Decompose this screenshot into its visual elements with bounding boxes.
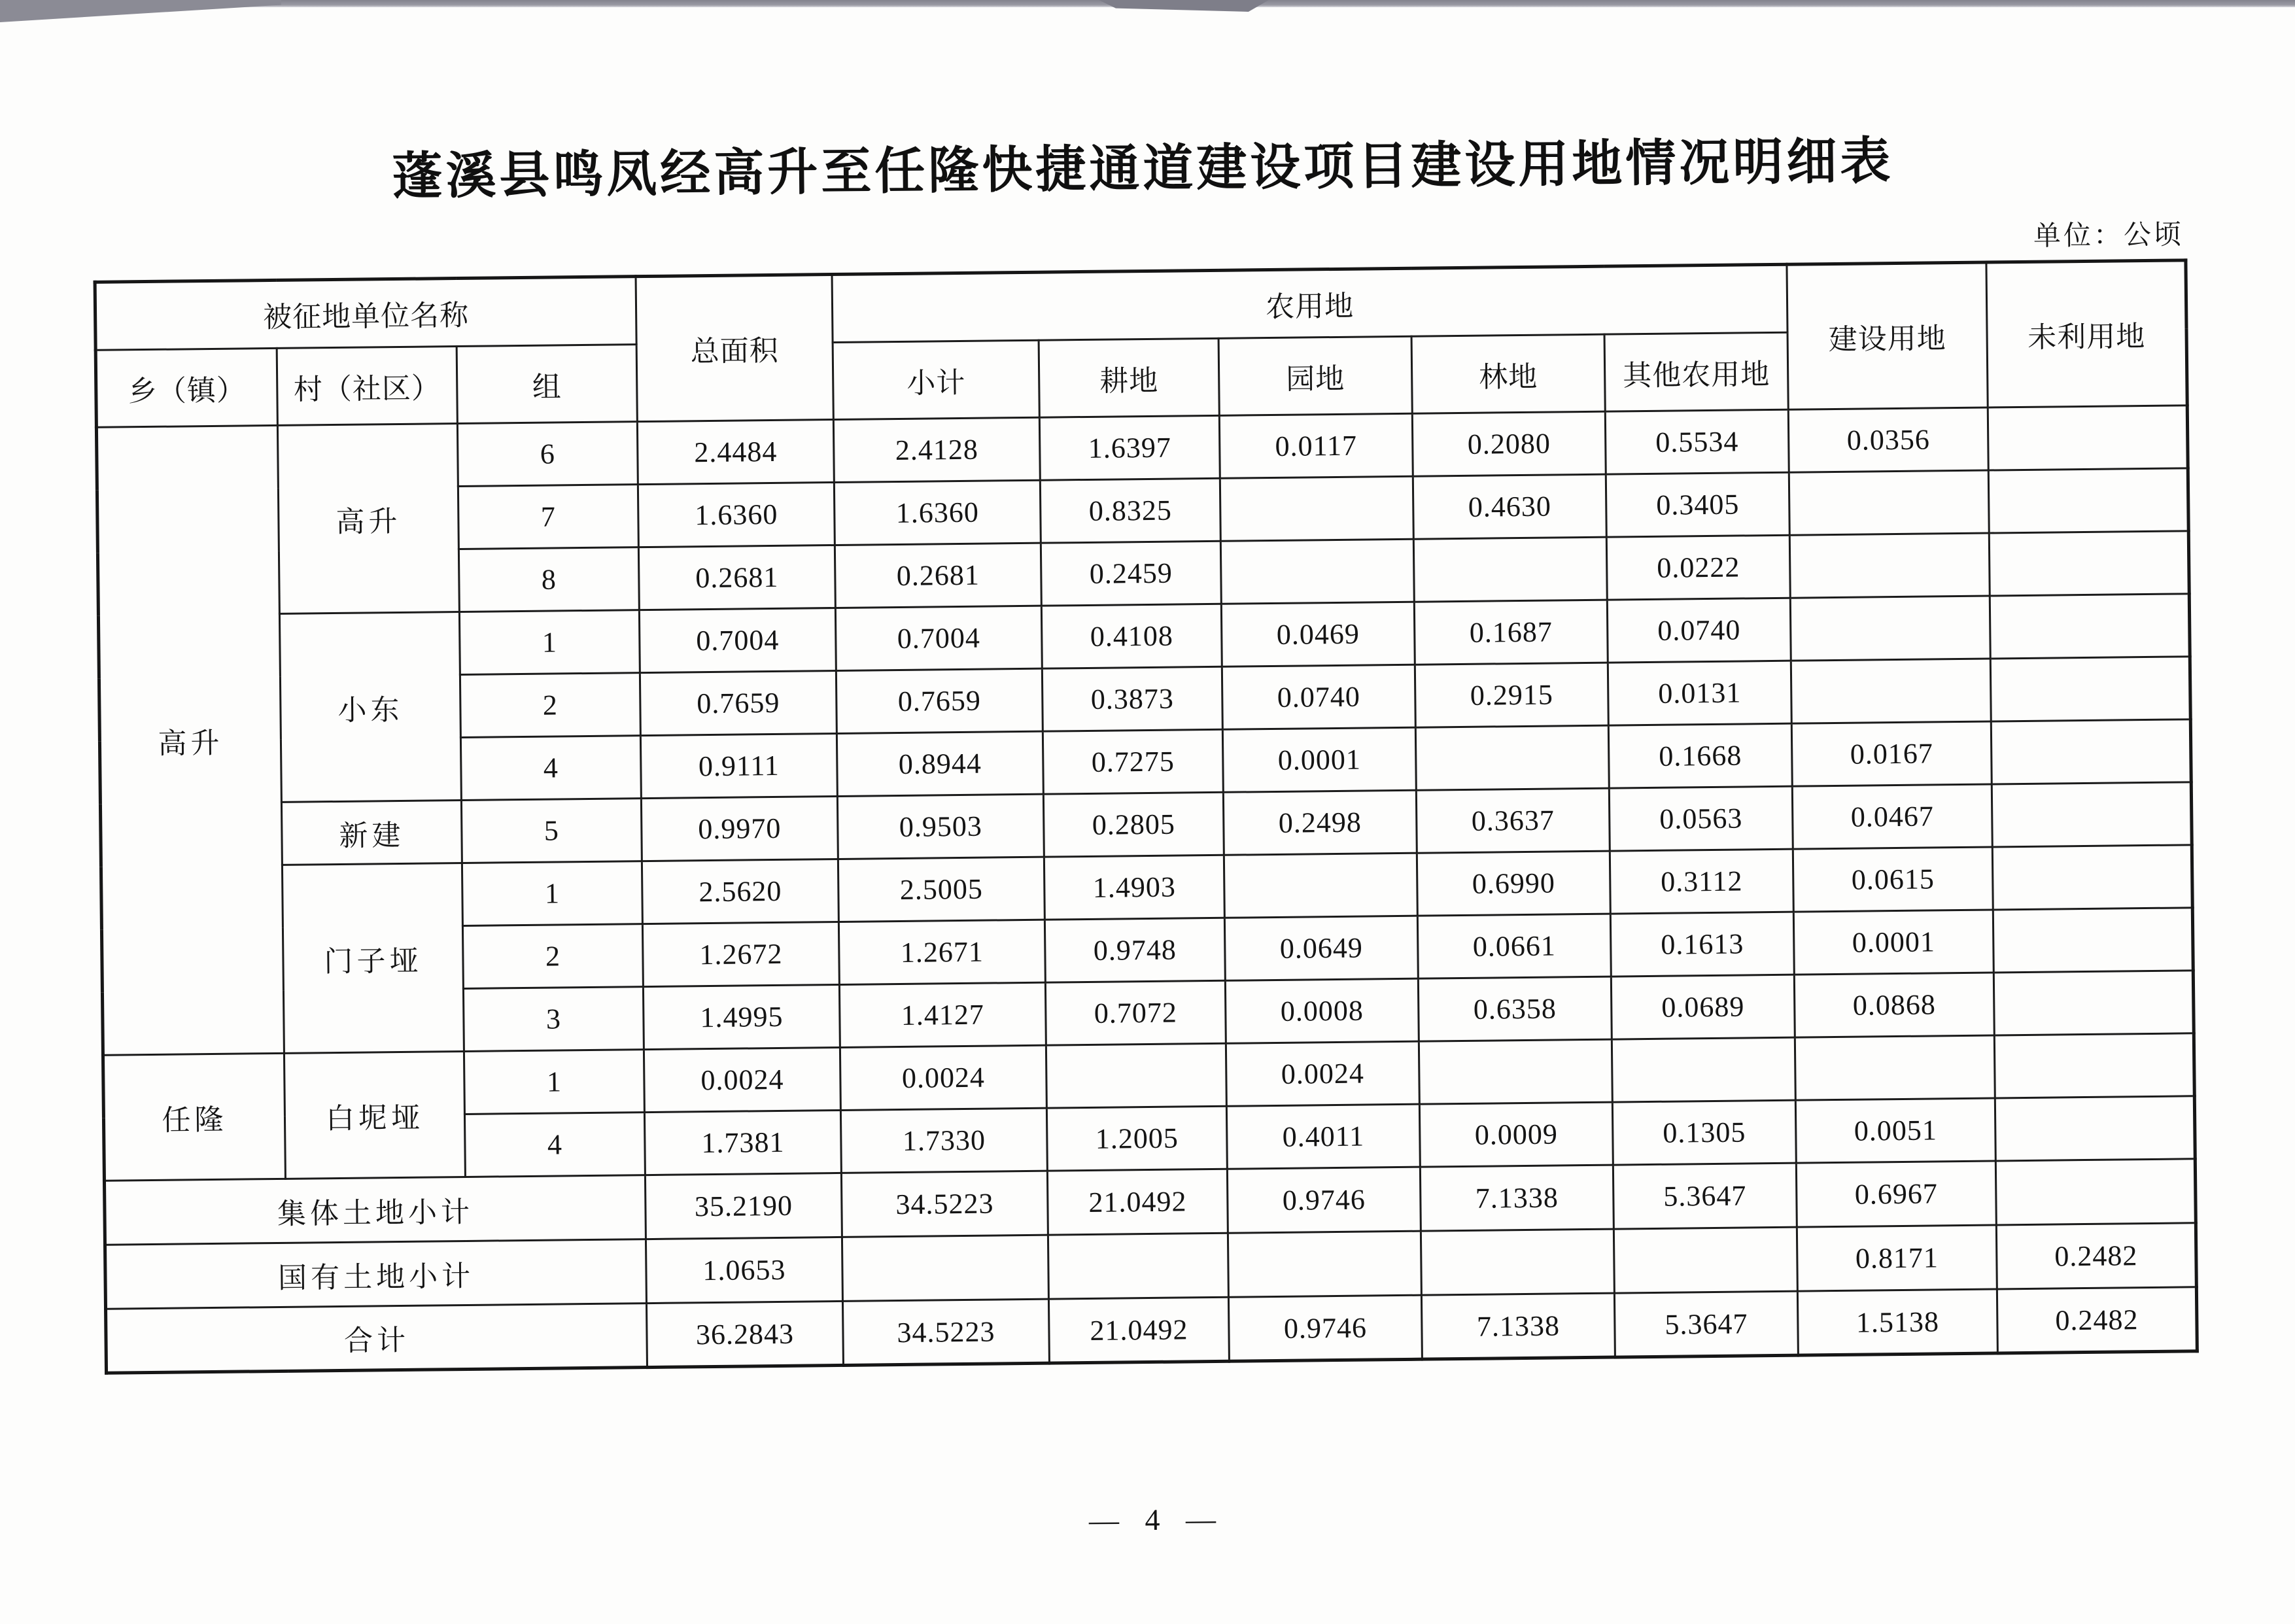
- value-cell: 0.8944: [837, 731, 1043, 796]
- value-cell: 0.9970: [641, 796, 838, 861]
- township-cell: 高升: [96, 425, 284, 1055]
- value-cell: 0.0222: [1606, 535, 1790, 600]
- value-cell: 0.7072: [1045, 980, 1226, 1045]
- value-cell: [1048, 1233, 1228, 1299]
- header-construction-land: 建设用地: [1787, 262, 1988, 409]
- value-cell: 0.3405: [1606, 472, 1789, 537]
- value-cell: 0.2482: [1996, 1223, 2196, 1289]
- value-cell: 0.1305: [1612, 1100, 1796, 1165]
- value-cell: 0.9748: [1044, 918, 1225, 982]
- header-forest-land: 林地: [1411, 334, 1605, 413]
- header-total-area: 总面积: [636, 275, 833, 422]
- value-cell: 2.5620: [642, 859, 838, 924]
- group-cell: 1: [459, 610, 640, 675]
- value-cell: 2.4484: [637, 420, 834, 485]
- value-cell: 0.2482: [1997, 1287, 2197, 1353]
- value-cell: 0.0024: [644, 1047, 840, 1112]
- value-cell: [1790, 596, 1990, 661]
- value-cell: 1.4903: [1044, 855, 1224, 920]
- village-cell: 新建: [281, 801, 462, 865]
- unit-label: 单位：公顷: [2033, 220, 2184, 252]
- value-cell: 0.0356: [1788, 407, 1988, 472]
- value-cell: 0.8325: [1040, 478, 1220, 543]
- value-cell: 7.1338: [1420, 1165, 1613, 1231]
- value-cell: 0.2080: [1412, 411, 1606, 476]
- value-cell: 0.9746: [1227, 1167, 1421, 1233]
- table-header: [95, 260, 2187, 427]
- value-cell: 0.0563: [1609, 786, 1793, 851]
- group-cell: 4: [464, 1113, 645, 1177]
- value-cell: 36.2843: [646, 1301, 843, 1367]
- value-cell: 0.9746: [1228, 1295, 1422, 1361]
- value-cell: 0.7275: [1043, 729, 1223, 794]
- value-cell: 0.2498: [1223, 790, 1417, 855]
- value-cell: 0.0167: [1791, 721, 1992, 786]
- value-cell: [1613, 1227, 1797, 1293]
- value-cell: 1.7330: [840, 1108, 1047, 1173]
- value-cell: 0.9503: [837, 794, 1044, 859]
- value-cell: 0.1613: [1610, 912, 1794, 976]
- document-title: 蓬溪县鸣凤经高升至任隆快捷通道建设项目建设用地情况明细表: [391, 133, 1894, 205]
- value-cell: 2.4128: [833, 417, 1040, 482]
- value-cell: 0.5534: [1605, 409, 1789, 474]
- village-cell: 白坭垭: [284, 1051, 465, 1179]
- value-cell: 0.0008: [1225, 978, 1419, 1043]
- value-cell: 0.2805: [1043, 792, 1224, 857]
- value-cell: 0.4630: [1413, 474, 1606, 539]
- value-cell: [1995, 1096, 2195, 1161]
- header-cultivated-land: 耕地: [1039, 338, 1219, 417]
- value-cell: [1991, 719, 2191, 784]
- group-cell: 8: [458, 547, 639, 612]
- header-group: 组: [457, 345, 637, 424]
- value-cell: 0.4011: [1226, 1104, 1420, 1169]
- value-cell: 1.2005: [1046, 1106, 1227, 1171]
- value-cell: 5.3647: [1613, 1163, 1797, 1229]
- group-cell: 1: [464, 1050, 644, 1114]
- value-cell: 1.4127: [839, 982, 1046, 1047]
- land-use-detail-table: [94, 258, 2199, 1374]
- value-cell: 2.5005: [838, 857, 1044, 922]
- value-cell: [1413, 537, 1607, 602]
- value-cell: [1789, 470, 1989, 535]
- value-cell: 0.0024: [840, 1045, 1046, 1110]
- value-cell: [842, 1235, 1048, 1301]
- value-cell: [1224, 853, 1417, 918]
- value-cell: [1421, 1229, 1614, 1295]
- group-cell: 6: [457, 422, 638, 487]
- header-expropriated-unit: 被征地单位名称: [95, 277, 636, 351]
- value-cell: 0.6967: [1796, 1161, 1996, 1227]
- value-cell: [1795, 1035, 1995, 1100]
- value-cell: 21.0492: [1048, 1297, 1229, 1363]
- value-cell: [1415, 725, 1609, 790]
- village-cell: 高升: [277, 424, 459, 614]
- value-cell: 21.0492: [1047, 1169, 1228, 1235]
- value-cell: 0.0001: [1222, 727, 1416, 792]
- value-cell: 7.1338: [1421, 1293, 1615, 1359]
- value-cell: 0.7004: [639, 608, 836, 672]
- header-garden-land: 园地: [1218, 336, 1412, 415]
- group-cell: 3: [463, 987, 644, 1052]
- header-subtotal: 小计: [833, 340, 1039, 419]
- value-cell: 0.3112: [1610, 849, 1793, 914]
- township-cell: 任隆: [103, 1053, 285, 1181]
- value-cell: 0.0117: [1219, 413, 1413, 478]
- value-cell: 0.2681: [835, 543, 1041, 608]
- value-cell: [1990, 657, 2190, 721]
- value-cell: [1992, 782, 2192, 847]
- value-cell: 0.0131: [1608, 661, 1791, 725]
- value-cell: 0.3637: [1416, 788, 1610, 853]
- value-cell: 1.0653: [646, 1237, 842, 1303]
- value-cell: 0.3873: [1042, 666, 1222, 731]
- value-cell: 1.6397: [1039, 415, 1220, 480]
- summary-label-cell: 国有土地小计: [105, 1239, 646, 1309]
- value-cell: 0.6990: [1417, 851, 1610, 916]
- value-cell: 0.4108: [1041, 604, 1222, 668]
- value-cell: [1228, 1231, 1421, 1297]
- page-number: — 4 —: [1088, 1502, 1226, 1538]
- value-cell: 0.0740: [1607, 598, 1791, 663]
- value-cell: 0.7659: [640, 670, 837, 735]
- value-cell: 0.0051: [1795, 1098, 1995, 1163]
- value-cell: 0.0615: [1793, 847, 1993, 912]
- group-cell: 2: [460, 673, 640, 738]
- value-cell: 34.5223: [842, 1299, 1049, 1365]
- value-cell: [1990, 594, 2190, 659]
- value-cell: [1988, 468, 2188, 533]
- value-cell: [1989, 531, 2189, 596]
- value-cell: 0.0001: [1793, 910, 1993, 975]
- value-cell: 1.4995: [643, 984, 840, 1049]
- group-cell: 5: [461, 799, 642, 863]
- value-cell: [1993, 971, 2194, 1035]
- value-cell: 0.1687: [1414, 600, 1608, 665]
- header-agricultural-land: 农用地: [832, 264, 1787, 342]
- value-cell: 0.0649: [1224, 916, 1418, 980]
- value-cell: 1.5138: [1797, 1289, 1997, 1355]
- value-cell: [1992, 845, 2192, 910]
- group-cell: 1: [462, 861, 642, 926]
- summary-label-cell: 合计: [106, 1304, 647, 1373]
- village-cell: 门子垭: [282, 863, 464, 1053]
- table-body: [96, 406, 2197, 1373]
- header-unused-land: 未利用地: [1986, 260, 2187, 407]
- value-cell: [1220, 476, 1413, 541]
- value-cell: 0.8171: [1797, 1225, 1997, 1291]
- value-cell: 1.2672: [642, 922, 839, 986]
- group-cell: 4: [460, 736, 641, 801]
- value-cell: 0.0467: [1792, 784, 1992, 849]
- value-cell: 0.1668: [1608, 723, 1792, 788]
- value-cell: 1.7381: [644, 1110, 841, 1175]
- value-cell: 0.0469: [1221, 602, 1415, 666]
- value-cell: [1993, 908, 2193, 973]
- value-cell: 0.2681: [638, 545, 835, 610]
- value-cell: 1.6360: [638, 483, 835, 547]
- value-cell: 0.7004: [835, 606, 1042, 670]
- header-other-agricultural-land: 其他农用地: [1604, 332, 1788, 411]
- value-cell: [1220, 539, 1414, 604]
- value-cell: 0.0740: [1222, 665, 1415, 729]
- value-cell: 1.2671: [838, 920, 1045, 984]
- value-cell: 1.6360: [834, 480, 1041, 545]
- value-cell: 0.2915: [1415, 663, 1608, 727]
- value-cell: 35.2190: [645, 1173, 842, 1239]
- header-township: 乡（镇）: [95, 348, 277, 427]
- value-cell: [1612, 1037, 1795, 1102]
- value-cell: [1419, 1039, 1612, 1104]
- value-cell: [1791, 659, 1991, 723]
- value-cell: [1994, 1033, 2194, 1098]
- value-cell: 0.2459: [1041, 541, 1221, 606]
- value-cell: [1046, 1043, 1226, 1108]
- value-cell: 0.0689: [1611, 975, 1795, 1039]
- value-cell: [1995, 1159, 2196, 1225]
- value-cell: [1789, 533, 1990, 598]
- value-cell: 34.5223: [841, 1171, 1048, 1237]
- value-cell: 0.0661: [1417, 914, 1611, 978]
- value-cell: [1988, 406, 2188, 470]
- value-cell: 0.0009: [1419, 1102, 1613, 1167]
- header-village: 村（社区）: [277, 347, 457, 426]
- summary-label-cell: 集体土地小计: [104, 1175, 646, 1245]
- village-cell: 小东: [279, 612, 461, 803]
- value-cell: 0.0024: [1226, 1041, 1419, 1106]
- group-cell: 2: [462, 924, 643, 989]
- group-cell: 7: [458, 485, 638, 549]
- value-cell: 0.6358: [1418, 976, 1612, 1041]
- value-cell: 5.3647: [1614, 1291, 1798, 1357]
- value-cell: 0.7659: [836, 668, 1043, 733]
- value-cell: 0.9111: [640, 733, 837, 798]
- value-cell: 0.0868: [1794, 973, 1994, 1037]
